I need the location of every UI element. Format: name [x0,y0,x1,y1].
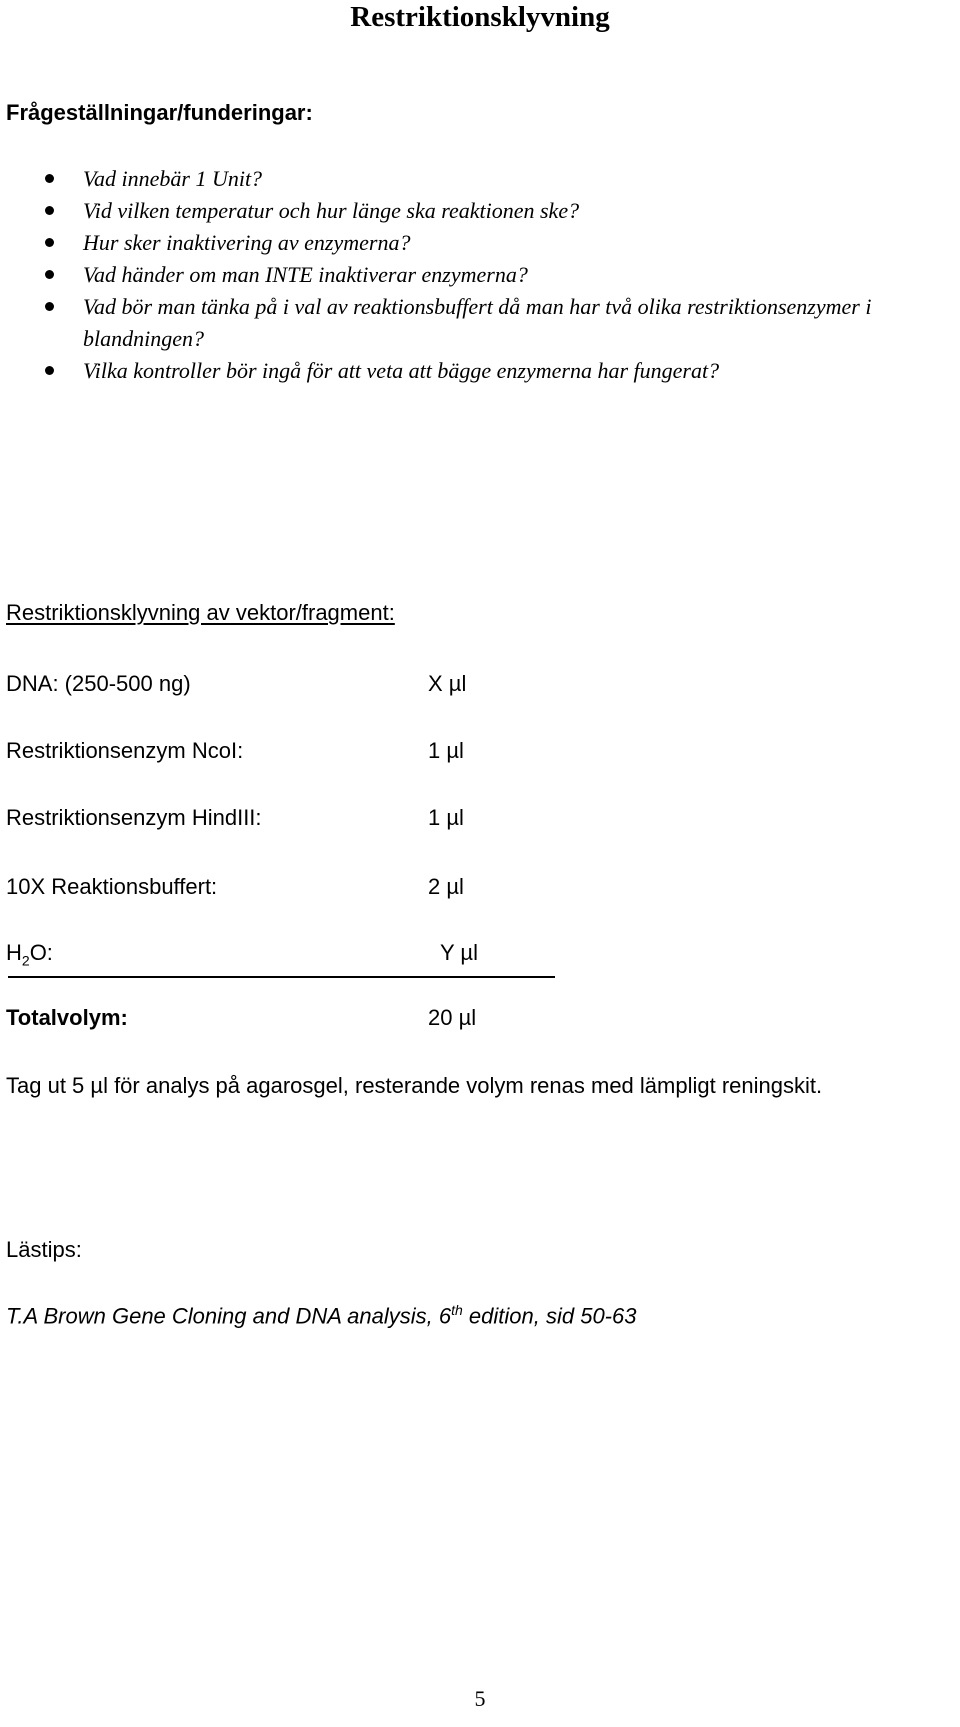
questions-list [0,163,950,387]
question-text: Hur sker inaktivering av enzymerna? [83,230,411,255]
recipe-row-buffer [6,874,546,908]
recipe-row-ncoi [6,738,546,772]
question-text: Vid vilken temperatur och hur länge ska reaktionen ske? [83,198,580,223]
analysis-note: Tag ut 5 µl för analys på agarosgel, resterande volym renas med lämpligt reningskit. [6,1073,823,1098]
question-text: Vad bör man tänka på i val av reaktionsbuffert då man har två olika restriktionsenzymer i blandningen? [83,294,872,351]
recipe-row-dna [6,671,546,705]
water-label-prefix: H [6,940,22,965]
list-item [0,227,950,259]
bullet-icon [45,174,54,183]
recipe-heading: Restriktionsklyvning av vektor/fragment: [6,600,395,625]
recipe-amount: X µl [428,671,467,696]
recipe-label: Restriktionsenzym NcoI: [6,738,244,763]
reference-tail: edition, sid 50-63 [462,1303,637,1329]
bullet-icon [45,366,54,375]
recipe-amount: Y µl [440,940,478,965]
list-item [0,195,950,227]
recipe-row-hindiii [6,805,546,839]
reference-superscript: th [451,1302,463,1318]
list-item [0,355,950,387]
water-label-subscript: 2 [21,952,30,969]
bullet-icon [45,238,54,247]
question-text: Vilka kontroller bör ingå för att veta att bägge enzymerna har fungerat? [83,358,720,383]
recipe-label: Restriktionsenzym HindIII: [6,805,262,830]
reference-main: T.A Brown Gene Cloning and DNA analysis, 6 [6,1303,452,1329]
recipe-amount: 1 µl [428,738,464,763]
recipe-amount: 1 µl [428,805,464,830]
recipe-label: 10X Reaktionsbuffert: [6,874,218,899]
recipe-label [6,940,53,968]
total-label: Totalvolym: [6,1005,128,1030]
page-title: Restriktionsklyvning [350,1,610,33]
recipe-row-total [6,1005,546,1039]
recipe-label: DNA: (250-500 ng) [6,671,191,696]
total-amount: 20 µl [428,1005,477,1030]
water-label-suffix: O: [29,940,53,965]
reading-reference [6,1302,636,1329]
list-item [0,259,950,291]
list-item [0,163,950,195]
reading-heading: Lästips: [6,1237,82,1262]
question-text: Vad innebär 1 Unit? [83,166,263,191]
list-item [0,291,950,355]
question-text: Vad händer om man INTE inaktiverar enzymerna? [83,262,528,287]
bullet-icon [45,270,54,279]
total-divider [8,976,555,978]
recipe-row-water [6,940,546,974]
recipe-amount: 2 µl [428,874,464,899]
bullet-icon [45,302,54,311]
questions-heading: Frågeställningar/funderingar: [6,100,313,125]
bullet-icon [45,206,54,215]
page-number: 5 [474,1686,486,1711]
